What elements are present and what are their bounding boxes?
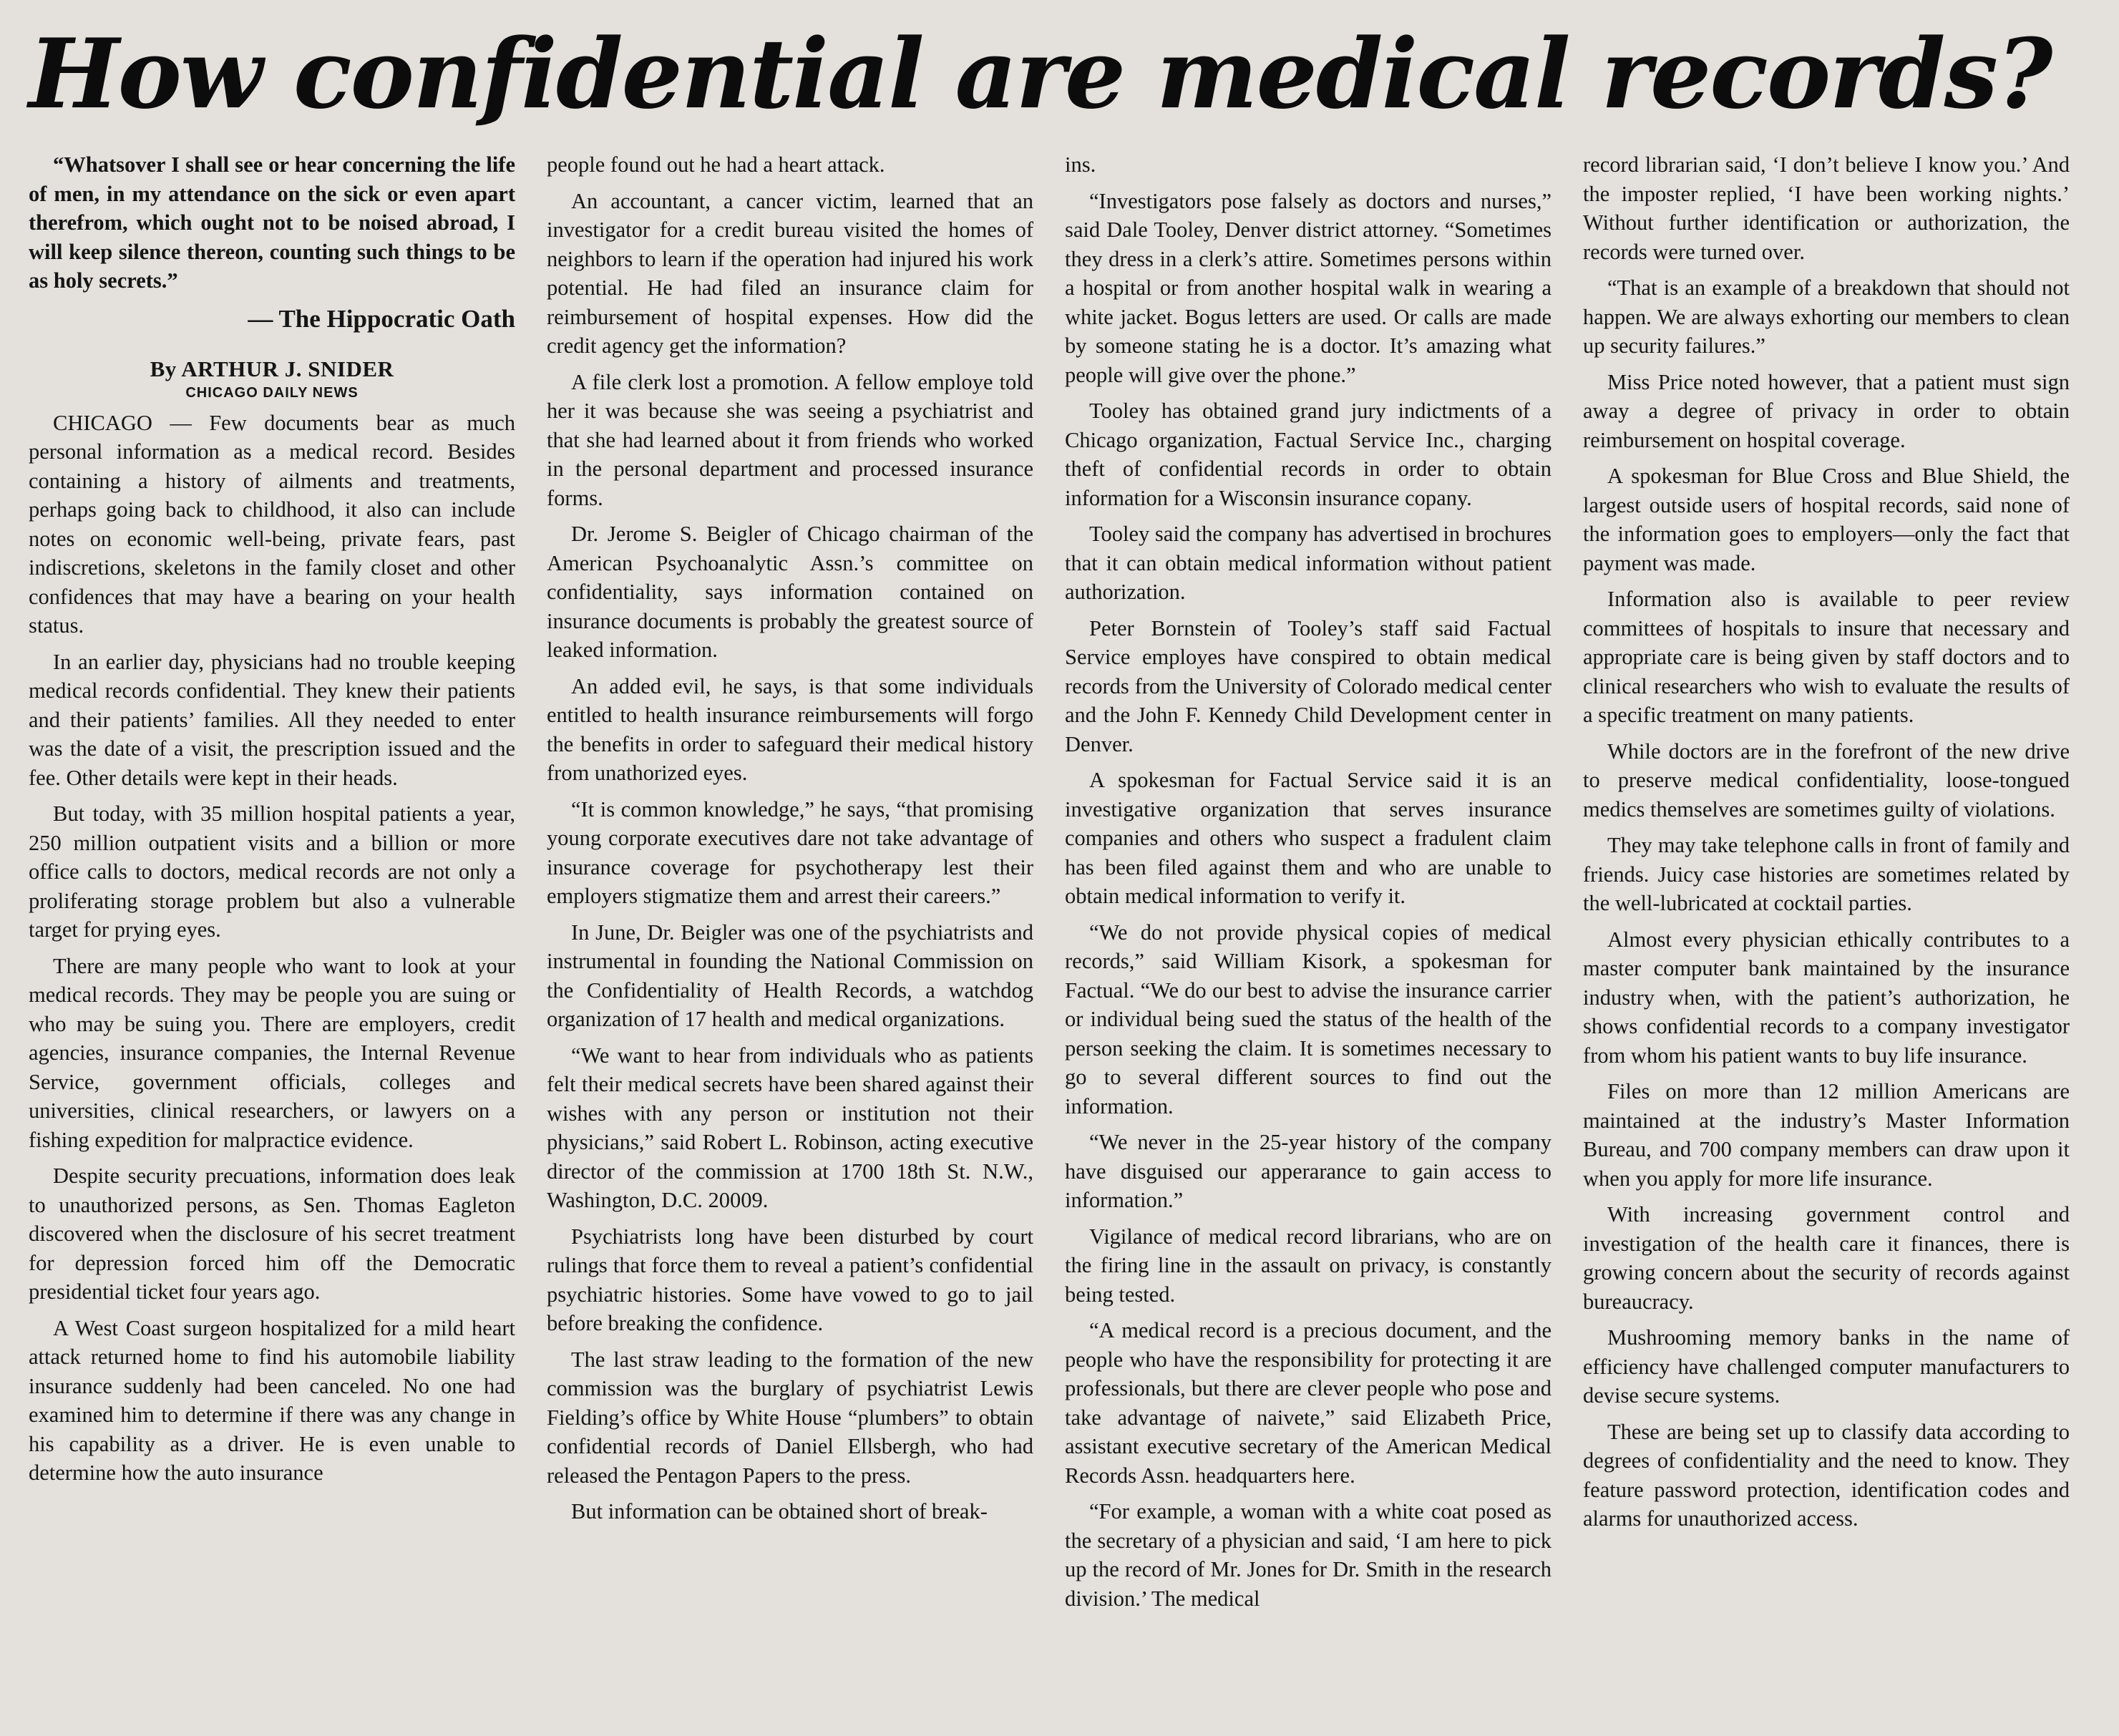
article-paragraph: “A medical record is a precious document, and the people who have the responsibility for protecting it are professionals, but there are clever people who pose and take advantage of naivete,” said Elizabeth Price, assistant executive secretary of the American Medical Records Assn. headquarters here.	[1065, 1318, 1552, 1488]
article-paragraph: record librarian said, ‘I don’t believe I know you.’ And the imposter replied, ‘I have been working nights.’ Without further identification or authorization, the records were turned over.	[1583, 152, 2070, 264]
byline-outlet: CHICAGO DAILY NEWS	[185, 384, 359, 401]
article-paragraph: “That is an example of a breakdown that should not happen. We are always exhorting our members to clean up security failures.”	[1583, 275, 2070, 358]
article-paragraph: Information also is available to peer review committees of hospitals to insure that necessary and appropriate care is being given by staff doctors and to clinical researchers who wish to evaluate the results of a specific treatment on many patients.	[1583, 587, 2070, 727]
article-paragraph: While doctors are in the forefront of the new drive to preserve medical confidentiality, loose-tongued medics themselves are sometimes guilty of violations.	[1583, 738, 2070, 821]
column-1-body	[29, 409, 515, 1488]
article-paragraph: These are being set up to classify data according to degrees of confidentiality and the need to know. They feature password protection, identification codes and alarms for unauthorized access.	[1583, 1419, 2070, 1531]
article-paragraph: “Investigators pose falsely as doctors and nurses,” said Dale Tooley, Denver district attorney. “Sometimes they dress in a clerk’s attire. Sometimes persons within a hospital or from another hospital walk in wearing a white jacket. Bogus letters are used. Or calls are made by someone stating he is a doctor. It’s amazing what people will give over the phone.”	[1065, 188, 1552, 387]
article-paragraph: An accountant, a cancer victim, learned that an investigator for a credit bureau visited the homes of neighbors to learn if the operation had injured his work potential. He had filed an insurance claim for reimbursement of hospital expenses. How did the credit agency get the information?	[547, 188, 1033, 358]
column-2	[547, 150, 1033, 1682]
article-paragraph: Mushrooming memory banks in the name of efficiency have challenged computer manufacturers to devise secure systems.	[1583, 1325, 2070, 1408]
article-paragraph: The last straw leading to the formation of the new commission was the burglary of psychiatrist Lewis Fielding’s office by White House “plumbers” to obtain confidential records of Daniel Ellsbergh, who had released the Pentagon Papers to the press.	[547, 1347, 1033, 1488]
article-paragraph: ins.	[1065, 152, 1096, 177]
article-paragraph: “For example, a woman with a white coat posed as the secretary of a physician and said, ‘I am here to pick up the record of Mr. Jones for Dr. Smith in the research division.’ The medical	[1065, 1499, 1552, 1611]
article-paragraph: people found out he had a heart attack.	[547, 152, 885, 177]
article-paragraph: But today, with 35 million hospital patients a year, 250 million outpatient visits and a billion or more office calls to doctors, medical records are not only a proliferating storage problem but also a vulnerable target for prying eyes.	[29, 801, 515, 942]
article-paragraph: But information can be obtained short of break-	[571, 1499, 988, 1523]
article-paragraph: “It is common knowledge,” he says, “that promising young corporate executives dare not take advantage of insurance coverage for psychotherapy lest their employers stigmatize them and arrest their careers.”	[547, 796, 1033, 908]
article-paragraph: Files on more than 12 million Americans are maintained at the industry’s Master Information Bureau, and 700 company members can draw upon it when you apply for more life insurance.	[1583, 1079, 2070, 1191]
epigraph-quote: “Whatsover I shall see or hear concerning the life of men, in my attendance on the sick or even apart therefrom, which ought not to be noised abroad, I will keep silence thereon, counting such things to be as holy secrets.”	[29, 152, 515, 293]
article-paragraph: Dr. Jerome S. Beigler of Chicago chairman of the American Psychoanalytic Assn.’s committee on confidentiality, says information contained on insurance documents is probably the greatest source of leaked information.	[547, 522, 1033, 662]
column-3	[1065, 150, 1552, 1682]
column-2-body	[547, 150, 1033, 1526]
article-paragraph: A spokesman for Blue Cross and Blue Shield, the largest outside users of hospital records, said none of the information goes to employers—only the fact that payment was made.	[1583, 464, 2070, 575]
article-paragraph: Despite security precuations, information does leak to unauthorized persons, as Sen. Thomas Eagleton discovered when the disclosure of his secret treatment for depression forced him off the Democratic presidential ticket four years ago.	[29, 1164, 515, 1304]
byline-author: By ARTHUR J. SNIDER	[150, 356, 394, 381]
article-paragraph: Peter Bornstein of Tooley’s staff said Factual Service employes have conspired to obtain medical records from the University of Colorado medical center and the John F. Kennedy Child Development center in Denver.	[1065, 615, 1552, 756]
article-columns	[29, 150, 2082, 1682]
epigraph-source: — The Hippocratic Oath	[248, 304, 515, 333]
article-paragraph: In June, Dr. Beigler was one of the psychiatrists and instrumental in founding the National Commission on the Confidentiality of Health Records, a watchdog organization of 17 health and medical organizations.	[547, 920, 1033, 1031]
article-paragraph: A file clerk lost a promotion. A fellow employe told her it was because she was seeing a psychiatrist and that she had learned about it from friends who worked in the personal department and processed insurance forms.	[547, 369, 1033, 510]
article-paragraph: An added evil, he says, is that some individuals entitled to health insurance reimbursements will forgo the benefits in order to safeguard their medical history from unathorized eyes.	[547, 673, 1033, 785]
article-paragraph: A West Coast surgeon hospitalized for a mild heart attack returned home to find his automobile liability insurance suddenly had been canceled. No one had examined him to determine if there was any change in his capability as a driver. He is even unable to determine how the auto insurance	[29, 1315, 515, 1485]
article-paragraph: “We want to hear from individuals who as patients felt their medical secrets have been shared against their wishes with any person or institution not their physicians,” said Robert L. Robinson, acting executive director of the commission at 1700 18th St. N.W., Washington, D.C. 20009.	[547, 1043, 1033, 1212]
article-paragraph: Tooley has obtained grand jury indictments of a Chicago organization, Factual Service Inc., charging theft of confidential records in order to obtain information for a Wisconsin insurance copany.	[1065, 399, 1552, 510]
article-paragraph: They may take telephone calls in front of family and friends. Juicy case histories are sometimes related by the well-lubricated at cocktail parties.	[1583, 833, 2070, 915]
article-paragraph: “We do not provide physical copies of medical records,” said William Kisork, a spokesman for Factual. “We do our best to advise the insurance carrier or individual being sued the status of the health of the person seeking the claim. It is sometimes necessary to go to several different sources to find out the information.	[1065, 920, 1552, 1118]
article-paragraph: Psychiatrists long have been disturbed by court rulings that force them to reveal a patient’s confidential psychiatric histories. Some have vowed to go to jail before breaking the confidence.	[547, 1224, 1033, 1335]
column-3-body	[1065, 150, 1552, 1613]
headline: How confidential are medical records?	[29, 17, 2052, 130]
article-paragraph: There are many people who want to look at your medical records. They may be people you are suing or who may be suing you. There are employers, credit agencies, insurance companies, the Internal Revenue Service, government officials, colleges and universities, clinical researchers, or lawyers on a fishing expedition for malpractice evidence.	[29, 953, 515, 1152]
article-paragraph: CHICAGO — Few documents bear as much personal information as a medical record. Besides containing a history of ailments and treatments, perhaps going back to childhood, it also can include notes on economic well-being, private fears, past indiscretions, skeletons in the family closet and other confidences that may have a bearing on your health status.	[29, 410, 515, 638]
article-paragraph: Vigilance of medical record librarians, who are on the firing line in the assault on privacy, is constantly being tested.	[1065, 1224, 1552, 1307]
article-paragraph: A spokesman for Factual Service said it is an investigative organization that serves insurance companies and others who suspect a fradulent claim has been filed against them and who are unable to obtain medical information to verify it.	[1065, 768, 1552, 908]
column-1	[29, 150, 515, 1682]
article-paragraph: “We never in the 25-year history of the company have disguised our apperarance to gain access to information.”	[1065, 1130, 1552, 1212]
article-paragraph: In an earlier day, physicians had no trouble keeping medical records confidential. They knew their patients and their patients’ families. All they needed to enter was the date of a visit, the prescription issued and the fee. Other details were kept in their heads.	[29, 649, 515, 790]
column-4	[1583, 150, 2070, 1682]
article-paragraph: Tooley said the company has advertised in brochures that it can obtain medical information without patient authorization.	[1065, 522, 1552, 604]
article-paragraph: With increasing government control and investigation of the health care it finances, there is growing concern about the security of records against bureaucracy.	[1583, 1202, 2070, 1314]
article-paragraph: Almost every physician ethically contributes to a master computer bank maintained by the insurance industry when, with the patient’s authorization, he shows confidential records to a company investigator from whom his patient wants to buy life insurance.	[1583, 927, 2070, 1068]
column-4-body	[1583, 150, 2070, 1533]
article-paragraph: Miss Price noted however, that a patient must sign away a degree of privacy in order to obtain reimbursement on hospital coverage.	[1583, 369, 2070, 452]
